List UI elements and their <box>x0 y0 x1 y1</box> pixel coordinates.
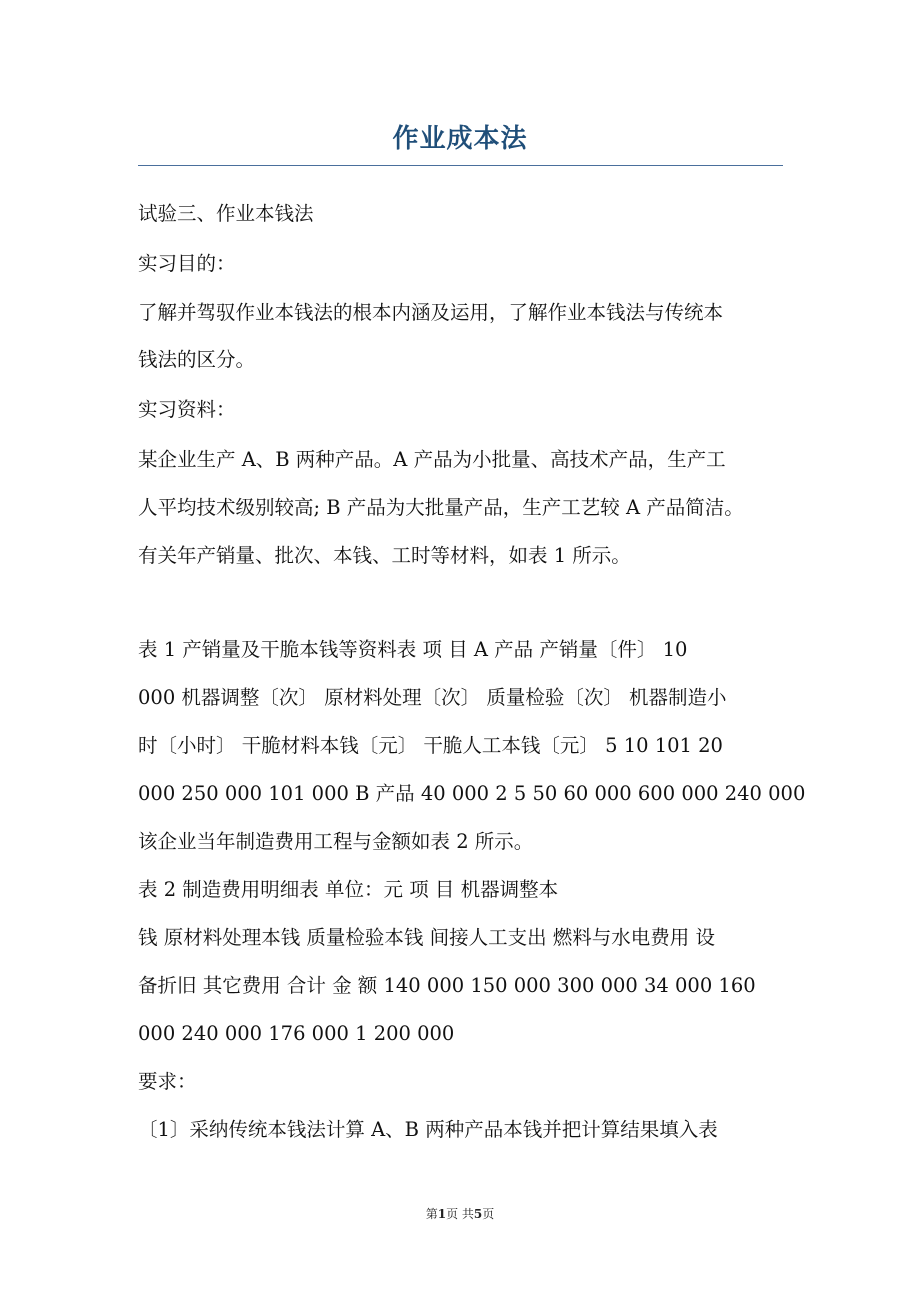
page-footer <box>0 1205 920 1222</box>
table2-line: 000 240 000 176 000 1 200 000 <box>138 1022 455 1045</box>
footer-page-number: 1 <box>437 1207 447 1221</box>
table1-line: 表 1 产销量及干脆本钱等资料表 项 目 A 产品 产销量〔件〕 10 <box>138 638 688 661</box>
paragraph-line: 有关年产销量、批次、本钱、工时等材料，如表 1 所示。 <box>138 544 631 567</box>
section-heading: 试验三、作业本钱法 <box>138 202 314 225</box>
requirements-heading: 要求： <box>138 1070 197 1093</box>
paragraph-line: 了解并驾驭作业本钱法的根本内涵及运用，了解作业本钱法与传统本 <box>138 301 724 324</box>
footer-mid: 页 共 <box>446 1207 474 1221</box>
paragraph-line: 某企业生产 A、B 两种产品。A 产品为小批量、高技术产品，生产工 <box>138 448 726 471</box>
purpose-heading: 实习目的： <box>138 252 236 275</box>
table2-line: 钱 原材料处理本钱 质量检验本钱 间接人工支出 燃料与水电费用 设 <box>138 926 715 949</box>
title-divider <box>138 165 783 166</box>
table2-line: 表 2 制造费用明细表 单位：元 项 目 机器调整本 <box>138 878 559 901</box>
footer-page-total: 5 <box>473 1207 483 1221</box>
table2-line: 备折旧 其它费用 合计 金 额 140 000 150 000 300 000 34 000 160 <box>138 974 756 997</box>
table1-line: 000 250 000 101 000 B 产品 40 000 2 5 50 60 000 600 000 240 000 <box>138 782 806 805</box>
footer-prefix: 第 <box>425 1207 438 1221</box>
page-title: 作业成本法 <box>392 124 528 154</box>
materials-heading: 实习资料： <box>138 398 236 421</box>
table1-line: 时〔小时〕 干脆材料本钱〔元〕 干脆人工本钱〔元〕 5 10 101 20 <box>138 734 723 757</box>
paragraph-line: 钱法的区分。 <box>138 348 256 371</box>
paragraph-line: 该企业当年制造费用工程与金额如表 2 所示。 <box>138 830 534 853</box>
table1-line: 000 机器调整〔次〕 原材料处理〔次〕 质量检验〔次〕 机器制造小 <box>138 686 727 709</box>
footer-suffix: 页 <box>482 1207 495 1221</box>
paragraph-line: 〔1〕采纳传统本钱法计算 A、B 两种产品本钱并把计算结果填入表 <box>138 1118 718 1141</box>
paragraph-line: 人平均技术级别较高; B 产品为大批量产品，生产工艺较 A 产品简洁。 <box>138 496 744 519</box>
